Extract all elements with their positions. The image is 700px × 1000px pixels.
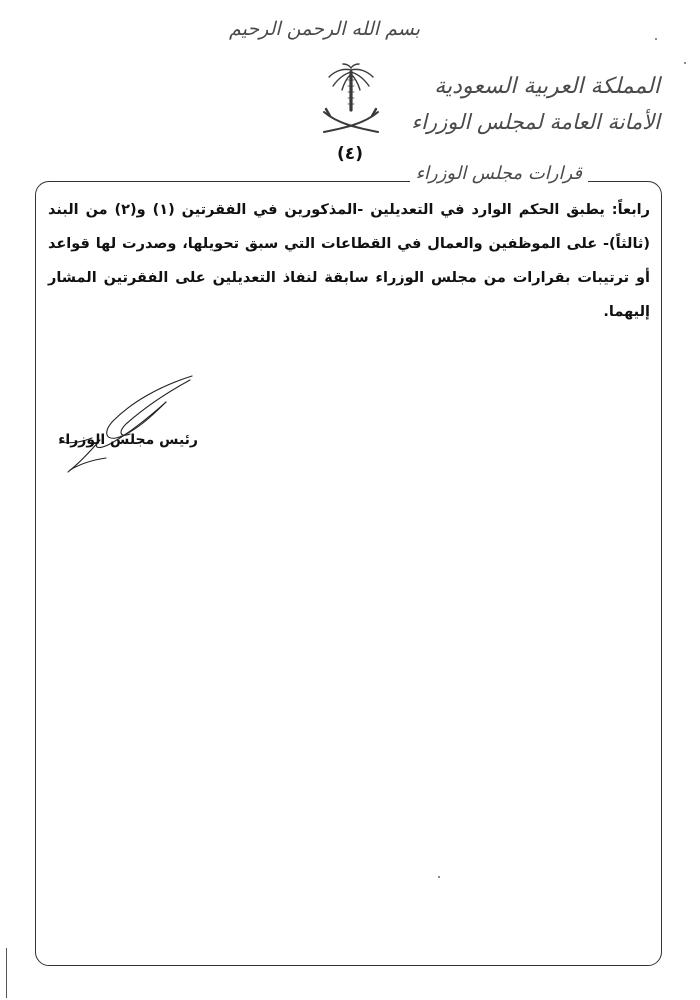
scan-margin-line bbox=[6, 948, 7, 998]
signatory-title: رئيس مجلس الوزراء bbox=[58, 432, 198, 448]
header-general-secretariat: الأمانة العامة لمجلس الوزراء bbox=[411, 110, 660, 134]
page-number: (٤) bbox=[337, 144, 363, 164]
scan-speck bbox=[655, 38, 657, 40]
header-kingdom-name: المملكة العربية السعودية bbox=[434, 74, 660, 99]
resolution-clause-paragraph: رابعاً: يطبق الحكم الوارد في التعديلين -المذكورين في الفقرتين (١) و(٢) من البند (ثالثاً)- على الموظفين والعمال في القطاعات التي سبق تحويلها، وصدرت لها قواعد أو ترتيبات بقرارات من مجلس الوزراء سابقة لنفاذ التعديلين على الفقرتين المشار إليهما. bbox=[48, 202, 650, 320]
scan-speck bbox=[438, 876, 440, 878]
header-resolutions-label: قرارات مجلس الوزراء bbox=[410, 163, 588, 184]
signature-icon bbox=[40, 368, 210, 478]
palm-swords-emblem-icon bbox=[318, 62, 384, 142]
scan-speck bbox=[684, 62, 686, 64]
basmala-header: بسم الله الرحمن الرحيم bbox=[229, 18, 420, 40]
